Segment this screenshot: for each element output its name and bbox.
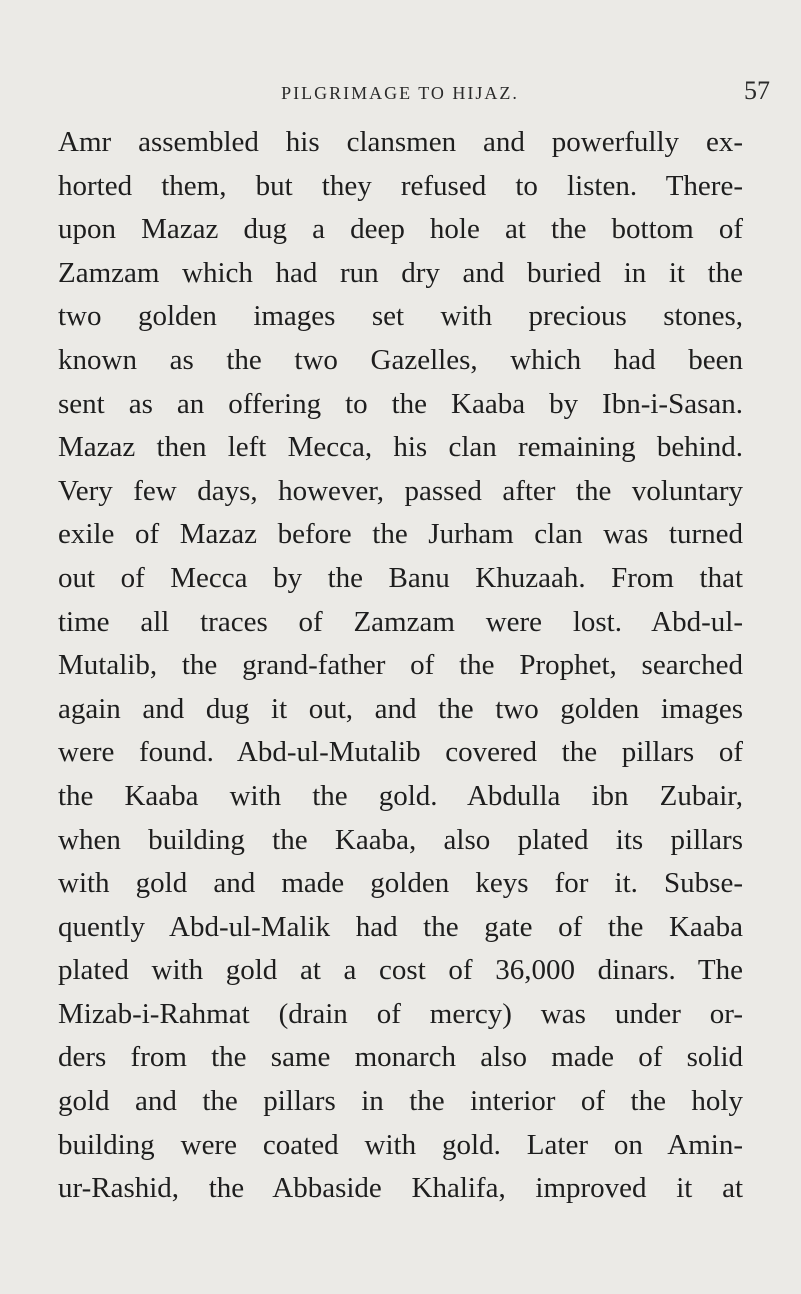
running-head: [30, 78, 770, 108]
text-line: horted them, but they refused to listen. There-: [58, 169, 743, 202]
text-line: ders from the same monarch also made of solid: [58, 1041, 743, 1074]
text-line: gold and the pillars in the interior of the holy: [58, 1085, 743, 1118]
text-line: upon Mazaz dug a deep hole at the bottom of: [58, 213, 743, 246]
text-line: the Kaaba with the gold. Abdulla ibn Zubair,: [58, 779, 743, 812]
text-line: Mutalib, the grand-father of the Prophet, searched: [58, 649, 743, 682]
text-line: time all traces of Zamzam were lost. Abd-ul-: [58, 605, 743, 638]
text-line: ur-Rashid, the Abbaside Khalifa, improved it at: [58, 1172, 743, 1205]
text-line: Mizab-i-Rahmat (drain of mercy) was under or-: [58, 997, 743, 1030]
text-line: were found. Abd-ul-Mutalib covered the pillars of: [58, 736, 743, 769]
text-line: with gold and made golden keys for it. Subse-: [58, 867, 743, 900]
text-line: Amr assembled his clansmen and powerfully ex-: [58, 126, 743, 158]
text-line: when building the Kaaba, also plated its pillars: [58, 823, 743, 856]
body-paragraph: [58, 121, 743, 1211]
text-line: out of Mecca by the Banu Khuzaah. From that: [58, 561, 743, 594]
text-line: plated with gold at a cost of 36,000 dinars. The: [58, 954, 743, 987]
text-line: two golden images set with precious stones,: [58, 300, 743, 333]
running-title: PILGRIMAGE TO HIJAZ.: [281, 83, 519, 103]
text-line: Zamzam which had run dry and buried in it the: [58, 256, 743, 289]
text-line: known as the two Gazelles, which had been: [58, 343, 743, 376]
text-line: Mazaz then left Mecca, his clan remaining behind.: [58, 431, 743, 464]
page-number: 57: [744, 76, 770, 105]
text-line: sent as an offering to the Kaaba by Ibn-i-Sasan.: [58, 387, 743, 420]
text-line: Very few days, however, passed after the voluntary: [58, 474, 743, 507]
text-line: quently Abd-ul-Malik had the gate of the Kaaba: [58, 910, 743, 943]
text-line: exile of Mazaz before the Jurham clan was turned: [58, 518, 743, 551]
text-line: building were coated with gold. Later on Amin-: [58, 1128, 743, 1161]
text-line: again and dug it out, and the two golden images: [58, 692, 743, 725]
